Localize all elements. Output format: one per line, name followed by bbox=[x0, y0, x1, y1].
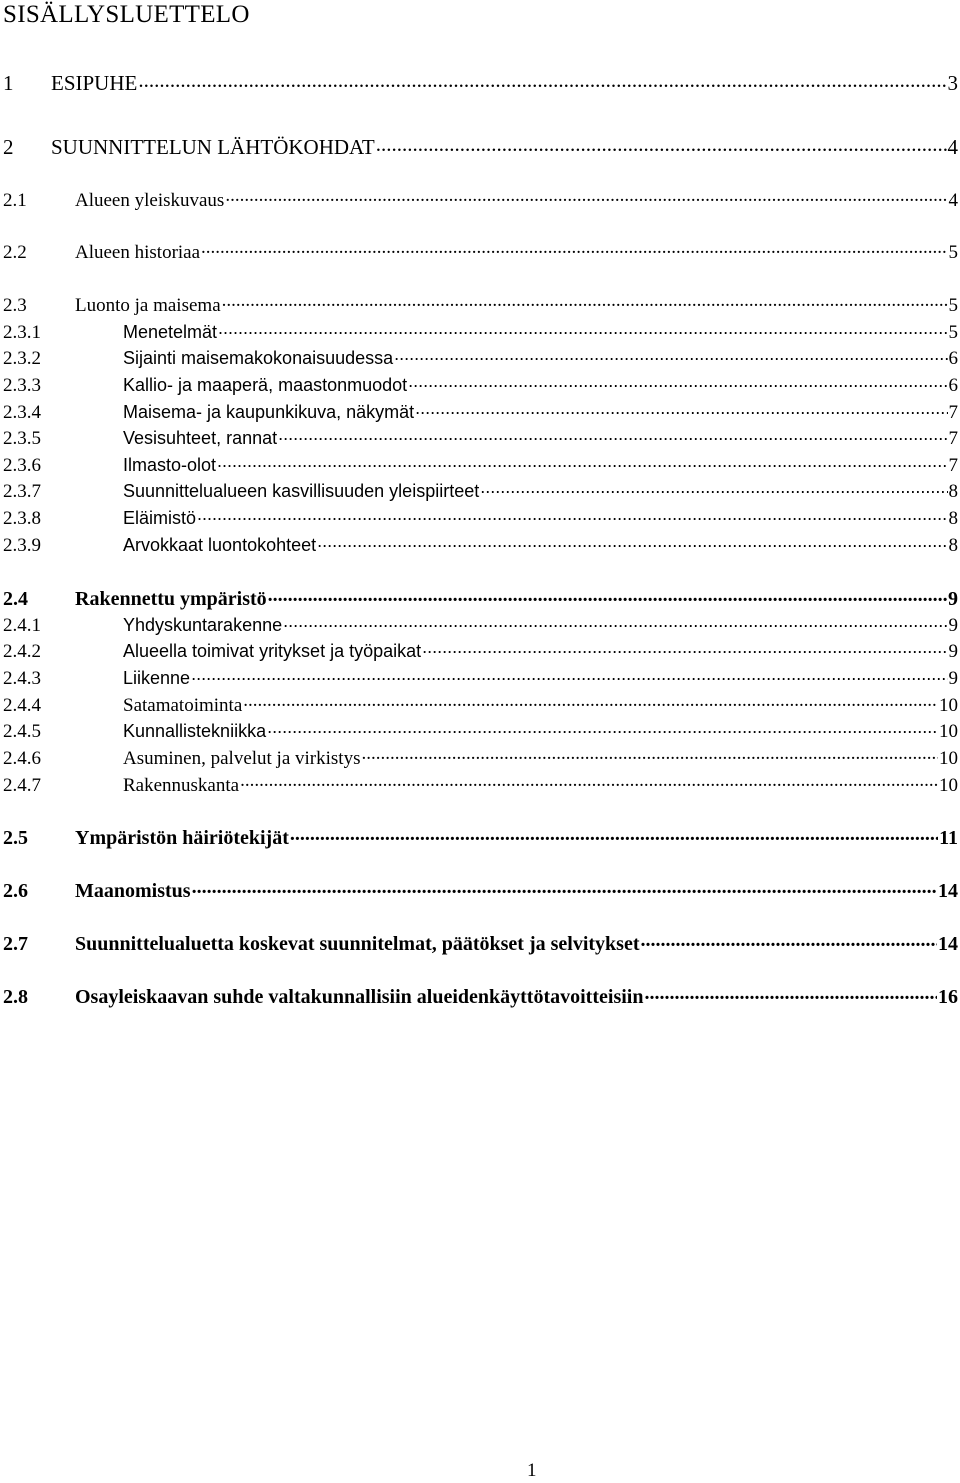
toc-page: 4 bbox=[947, 135, 958, 159]
toc-page: 6 bbox=[948, 348, 958, 369]
toc-page: 8 bbox=[948, 535, 958, 556]
toc-number: 1 bbox=[3, 71, 14, 95]
toc-page: 3 bbox=[947, 71, 958, 95]
toc-label: Arvokkaat luontokohteet bbox=[123, 535, 317, 555]
toc-number: 2.3 bbox=[3, 295, 27, 316]
dot-leader bbox=[192, 877, 937, 897]
toc-number: 2.6 bbox=[3, 880, 28, 902]
toc-entry[interactable] bbox=[3, 745, 958, 771]
toc-number: 2.7 bbox=[3, 933, 28, 955]
toc-entry[interactable] bbox=[3, 453, 958, 478]
toc-number: 2 bbox=[3, 135, 14, 159]
toc-entry[interactable] bbox=[3, 824, 958, 850]
toc-label: Osayleiskaavan suhde valtakunnallisiin alueidenkäyttötavoitteisiin bbox=[75, 986, 644, 1008]
toc-page: 4 bbox=[948, 190, 958, 211]
toc-entry[interactable] bbox=[3, 187, 958, 213]
toc-number: 2.3.4 bbox=[3, 402, 41, 423]
toc-label: Alueella toimivat yritykset ja työpaikat bbox=[123, 641, 422, 661]
toc-page: 7 bbox=[948, 402, 958, 423]
dot-leader bbox=[290, 824, 938, 844]
toc-number: 2.1 bbox=[3, 190, 27, 211]
dot-leader bbox=[394, 346, 947, 364]
dot-leader bbox=[243, 692, 938, 711]
toc-label: Sijainti maisemakokonaisuudessa bbox=[123, 348, 394, 368]
toc-entry[interactable] bbox=[3, 400, 958, 425]
dot-leader bbox=[376, 133, 947, 154]
toc-entry[interactable] bbox=[3, 877, 958, 903]
toc-page: 8 bbox=[948, 481, 958, 502]
dot-leader bbox=[191, 666, 947, 684]
toc-label: Ympäristön häiriötekijät bbox=[75, 827, 289, 849]
toc-page: 10 bbox=[939, 695, 958, 716]
toc-page: 9 bbox=[948, 668, 958, 689]
toc-entry[interactable] bbox=[3, 639, 958, 664]
toc-entry[interactable] bbox=[3, 373, 958, 398]
dot-leader bbox=[201, 239, 947, 258]
toc-entry[interactable] bbox=[3, 426, 958, 451]
dot-leader bbox=[408, 373, 947, 391]
toc-label: Rakennuskanta bbox=[123, 775, 240, 796]
toc-entry[interactable] bbox=[3, 666, 958, 691]
toc-label: Suunnittelualueen kasvillisuuden yleispiirteet bbox=[123, 481, 480, 501]
toc-page: 5 bbox=[948, 242, 958, 263]
dot-leader bbox=[480, 479, 947, 497]
dot-leader bbox=[641, 930, 937, 950]
toc-page: 14 bbox=[938, 880, 958, 902]
toc-label: Kallio- ja maaperä, maastonmuodot bbox=[123, 375, 408, 395]
toc-entry[interactable] bbox=[3, 772, 958, 798]
dot-leader bbox=[225, 187, 947, 206]
toc-entry[interactable] bbox=[3, 585, 958, 611]
toc-label: Yhdyskuntarakenne bbox=[123, 615, 283, 635]
toc-entry[interactable] bbox=[3, 292, 958, 318]
toc-page: 6 bbox=[948, 375, 958, 396]
toc-label: Alueen historiaa bbox=[75, 242, 201, 263]
dot-leader bbox=[197, 506, 947, 524]
toc-entry[interactable] bbox=[3, 239, 958, 265]
toc-page: 8 bbox=[948, 508, 958, 529]
dot-leader bbox=[644, 983, 937, 1003]
toc-page: 16 bbox=[938, 986, 958, 1008]
toc-number: 2.8 bbox=[3, 986, 28, 1008]
dot-leader bbox=[317, 533, 947, 551]
toc-number: 2.4.5 bbox=[3, 721, 41, 742]
toc-number: 2.4 bbox=[3, 588, 28, 610]
toc-label: Luonto ja maisema bbox=[75, 295, 221, 316]
page-title: SISÄLLYSLUETTELO bbox=[3, 1, 250, 28]
toc-page: 14 bbox=[938, 933, 958, 955]
toc-number: 2.3.8 bbox=[3, 508, 41, 529]
toc-page: 5 bbox=[948, 295, 958, 316]
toc-entry[interactable] bbox=[3, 320, 958, 345]
toc-number: 2.3.1 bbox=[3, 322, 41, 343]
toc-number: 2.4.3 bbox=[3, 668, 41, 689]
toc-entry[interactable] bbox=[3, 692, 958, 718]
dot-leader bbox=[361, 745, 938, 764]
toc-entry[interactable] bbox=[3, 983, 958, 1009]
dot-leader bbox=[217, 453, 947, 471]
toc-number: 2.5 bbox=[3, 827, 28, 849]
toc-entry[interactable] bbox=[3, 133, 958, 159]
toc-label: Maanomistus bbox=[75, 880, 191, 902]
toc-label: Suunnittelualuetta koskevat suunnitelmat, päätökset ja selvitykset bbox=[75, 933, 640, 955]
dot-leader bbox=[240, 772, 938, 791]
toc-number: 2.3.2 bbox=[3, 348, 41, 369]
dot-leader bbox=[422, 639, 947, 657]
toc-entry[interactable] bbox=[3, 719, 958, 744]
toc-label: SUUNNITTELUN LÄHTÖKOHDAT bbox=[51, 135, 375, 159]
toc-label: Alueen yleiskuvaus bbox=[75, 190, 225, 211]
toc-number: 2.4.1 bbox=[3, 615, 41, 636]
toc-label: Rakennettu ympäristö bbox=[75, 588, 267, 610]
toc-page: 9 bbox=[948, 615, 958, 636]
toc-label: Eläimistö bbox=[123, 508, 197, 528]
toc-page: 7 bbox=[948, 428, 958, 449]
toc-number: 2.4.4 bbox=[3, 695, 41, 716]
toc-label: Ilmasto-olot bbox=[123, 455, 217, 475]
toc-page: 10 bbox=[939, 748, 958, 769]
toc-entry[interactable] bbox=[3, 506, 958, 531]
toc-label: Maisema- ja kaupunkikuva, näkymät bbox=[123, 402, 415, 422]
toc-page: 7 bbox=[948, 455, 958, 476]
toc-number: 2.3.9 bbox=[3, 535, 41, 556]
dot-leader bbox=[283, 613, 947, 631]
toc-entry[interactable] bbox=[3, 533, 958, 558]
dot-leader bbox=[222, 292, 948, 311]
toc-page: 10 bbox=[939, 775, 958, 796]
toc-label: Asuminen, palvelut ja virkistys bbox=[123, 748, 361, 769]
dot-leader bbox=[415, 400, 947, 418]
toc-number: 2.4.2 bbox=[3, 641, 41, 662]
toc-number: 2.2 bbox=[3, 242, 27, 263]
toc-number: 2.3.7 bbox=[3, 481, 41, 502]
toc-entry[interactable] bbox=[3, 479, 958, 504]
toc-page: 11 bbox=[939, 827, 958, 849]
toc-entry[interactable] bbox=[3, 613, 958, 638]
page-number: 1 bbox=[527, 1460, 537, 1481]
toc-label: ESIPUHE bbox=[51, 71, 138, 95]
dot-leader bbox=[268, 585, 947, 605]
toc-number: 2.3.6 bbox=[3, 455, 41, 476]
dot-leader bbox=[267, 719, 938, 737]
toc-label: Vesisuhteet, rannat bbox=[123, 428, 278, 448]
toc-page: 9 bbox=[948, 588, 958, 610]
dot-leader bbox=[278, 426, 947, 444]
toc-label: Satamatoiminta bbox=[123, 695, 243, 716]
toc-label: Kunnallistekniikka bbox=[123, 721, 267, 741]
toc-number: 2.4.6 bbox=[3, 748, 41, 769]
toc-page: 10 bbox=[939, 721, 958, 742]
toc-number: 2.4.7 bbox=[3, 775, 41, 796]
toc-number: 2.3.5 bbox=[3, 428, 41, 449]
toc-label: Menetelmät bbox=[123, 322, 218, 342]
toc-label: Liikenne bbox=[123, 668, 191, 688]
toc-entry[interactable] bbox=[3, 346, 958, 371]
toc-number: 2.3.3 bbox=[3, 375, 41, 396]
toc-entry[interactable] bbox=[3, 69, 958, 95]
toc-page: 5 bbox=[948, 322, 958, 343]
dot-leader bbox=[138, 69, 946, 90]
toc-entry[interactable] bbox=[3, 930, 958, 956]
dot-leader bbox=[218, 320, 947, 338]
toc-page: 9 bbox=[948, 641, 958, 662]
